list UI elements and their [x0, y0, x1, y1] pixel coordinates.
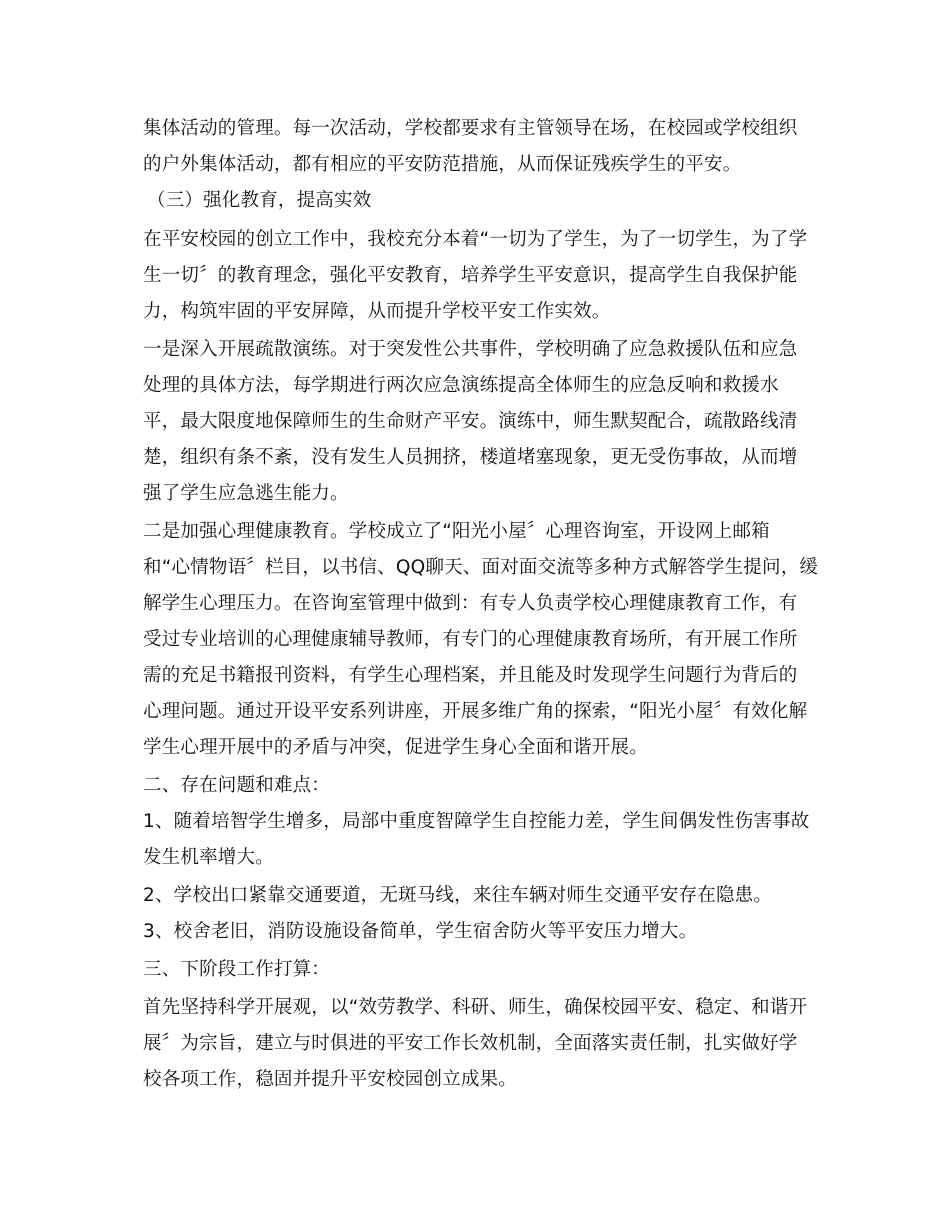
text-line: 力，构筑牢固的平安屏障，从而提升学校平安工作实效。 — [143, 301, 611, 322]
text-line: 在平安校园的创立工作中，我校充分本着“一切为了学生，为了一切学生，为了学 — [143, 229, 808, 250]
text-line: 集体活动的管理。每一次活动，学校都要求有主管领导在场，在校园或学校组织 — [143, 118, 798, 139]
list-item: 3、校舍老旧，消防设施设备简单，学生宿舍防火等平安压力增大。 — [143, 921, 698, 942]
text-line: 二是加强心理健康教育。学校成立了“阳光小屋〞心理咨询室，开设网上邮箱 — [143, 521, 770, 542]
text-line: 一是深入开展疏散演练。对于突发性公共事件，学校明确了应急救援队伍和应急 — [143, 339, 798, 360]
text-line: 需的充足书籍报刊资料，有学生心理档案，并且能及时发现学生问题行为背后的 — [143, 665, 798, 686]
text-line: 处理的具体方法，每学期进行两次应急演练提高全体师生的应急反响和救援水 — [143, 375, 779, 396]
text-line: 校各项工作，稳固并提升平安校园创立成果。 — [143, 1069, 518, 1090]
text-line: 受过专业培训的心理健康辅导教师，有专门的心理健康教育场所，有开展工作所 — [143, 629, 798, 650]
list-item: 2、学校出口紧靠交通要道，无斑马线，来往车辆对师生交通平安存在隐患。 — [143, 885, 773, 906]
text-line: 生一切〞的教育理念，强化平安教育，培养学生平安意识，提高学生自我保护能 — [143, 265, 798, 286]
list-item: 1、随着培智学生增多，局部中重度智障学生自控能力差，学生间偶发性伤害事故 — [143, 811, 810, 832]
section-heading: 三、下阶段工作打算： — [143, 959, 331, 980]
section-heading: 二、存在问题和难点： — [143, 775, 331, 796]
text-line: 解学生心理压力。在咨询室管理中做到：有专人负责学校心理健康教育工作，有 — [143, 593, 798, 614]
text-line: 学生心理开展中的矛盾与冲突，促进学生身心全面和谐开展。 — [143, 737, 648, 758]
text-line: 心理问题。通过开设平安系列讲座，开展多维广角的探索，“阳光小屋〞有效化解 — [143, 701, 808, 722]
section-heading: （三）强化教育，提高实效 — [147, 190, 372, 211]
text-line: 首先坚持科学开展观，以“效劳教学、科研、师生，确保校园平安、稳定、和谐开 — [143, 997, 808, 1018]
text-line: 平，最大限度地保障师生的生命财产平安。演练中，师生默契配合，疏散路线清 — [143, 411, 798, 432]
text-line: 楚，组织有条不紊，没有发生人员拥挤，楼道堵塞现象，更无受伤事故，从而增 — [143, 447, 798, 468]
text-line: 发生机率增大。 — [143, 847, 274, 868]
text-line: 的户外集体活动，都有相应的平安防范措施，从而保证残疾学生的平安。 — [143, 154, 742, 175]
text-line: 强了学生应急逃生能力。 — [143, 483, 349, 504]
text-line: 展〞为宗旨，建立与时俱进的平安工作长效机制，全面落实责任制，扎实做好学 — [143, 1033, 798, 1054]
text-line: 和“心情物语〞栏目，以书信、QQ聊天、面对面交流等多种方式解答学生提问，缓 — [143, 557, 819, 578]
